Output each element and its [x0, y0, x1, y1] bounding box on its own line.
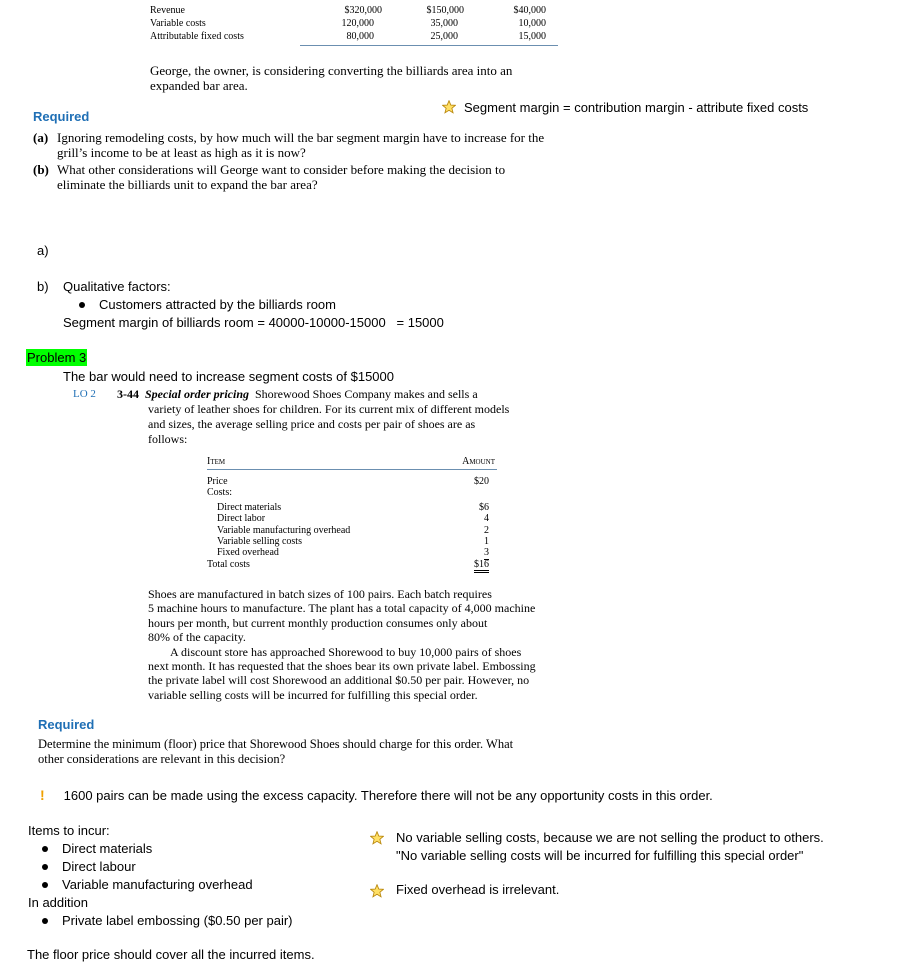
row-label: Variable costs	[150, 18, 206, 29]
lo-label: LO 2	[73, 388, 96, 400]
cell-value: 15,000	[518, 31, 546, 42]
bullet-icon	[42, 864, 48, 870]
required-text	[38, 737, 513, 767]
problem-line: and sizes, the average selling price and costs per pair of shoes are as	[148, 417, 476, 431]
table-row	[207, 525, 497, 536]
top-table	[150, 4, 560, 43]
cell-value: 35,000	[430, 18, 458, 29]
row-label: Attributable fixed costs	[150, 31, 244, 42]
row-label: Fixed overhead	[217, 547, 279, 559]
paragraph-line: 80% of the capacity.	[148, 630, 246, 645]
case-line: expanded bar area.	[150, 78, 248, 93]
case-line: George, the owner, is considering converting the billiards area into an	[150, 63, 513, 78]
excess-capacity-note	[40, 787, 713, 804]
star-icon	[442, 100, 456, 114]
table-row	[207, 547, 497, 558]
table-row	[150, 30, 560, 43]
bullet-icon	[42, 882, 48, 888]
shoes-paragraph	[148, 587, 536, 702]
items-section	[28, 822, 293, 930]
problem-label: Problem 3	[27, 350, 87, 365]
row-label: Variable selling costs	[217, 536, 302, 548]
row-label: Direct materials	[217, 501, 282, 513]
exclamation-icon: !	[40, 787, 45, 803]
case-paragraph	[150, 63, 512, 93]
row-label: Total costs	[207, 558, 250, 570]
list-item-text: Direct materials	[62, 841, 153, 856]
required-heading: Required	[33, 109, 90, 124]
paragraph-line: Shoes are manufactured in batch sizes of 100 pairs. Each batch requires	[148, 587, 492, 601]
cell-value: $320,000	[344, 5, 382, 16]
cell-value: $150,000	[426, 5, 464, 16]
row-amount: $6	[479, 501, 489, 513]
cell-value: 25,000	[430, 31, 458, 42]
row-label: Costs:	[207, 487, 233, 499]
paragraph-line: the private label will cost Shorewood an additional $0.50 per pair. However, no	[148, 673, 530, 688]
answer-label: b)	[37, 279, 49, 294]
table-row	[207, 559, 497, 570]
table-row	[150, 4, 560, 17]
row-amount: 4	[484, 513, 489, 525]
problem-number: 3-44	[117, 387, 139, 401]
question-line: eliminate the billiards unit to expand the bar area?	[57, 177, 318, 192]
table-row	[207, 513, 497, 524]
star-icon	[370, 884, 384, 898]
problem-text	[117, 387, 509, 447]
cost-table	[207, 456, 497, 570]
row-label: Revenue	[150, 5, 185, 16]
row-label: Variable manufacturing overhead	[217, 524, 351, 536]
problem-line: follows:	[148, 432, 188, 446]
answer-line: The bar would need to increase segment costs of $15000	[63, 369, 394, 384]
answer-label: a)	[37, 243, 49, 258]
note-text: 1600 pairs can be made using the excess capacity. Therefore there will not be any opportunity costs in this order.	[63, 788, 713, 803]
list-item-text: Variable manufacturing overhead	[62, 877, 253, 892]
question-label: (a)	[33, 130, 49, 145]
problem-line: variety of leather shoes for children. For its current mix of different models	[148, 402, 510, 416]
required-heading-2: Required	[38, 717, 95, 732]
column-header: Item	[207, 456, 226, 467]
question-label: (b)	[33, 162, 49, 177]
segment-margin-note	[442, 100, 808, 116]
required-line: other considerations are relevant in this decision?	[38, 752, 286, 766]
row-label: Direct labor	[217, 513, 266, 525]
question-line: What other considerations will George want to consider before making the decision to	[57, 162, 506, 177]
bullet-icon	[79, 302, 85, 308]
table-rule	[300, 45, 558, 46]
question-line: grill’s income to be at least as high as it is now?	[57, 145, 306, 160]
problem-line: Shorewood Shoes Company makes and sells a	[255, 387, 478, 401]
note-text: Segment margin = contribution margin - attribute fixed costs	[464, 100, 809, 115]
paragraph-line: hours per month, but current monthly production consumes only about	[148, 615, 488, 630]
answer-line: Segment margin of billiards room = 40000-10000-15000 = 15000	[63, 315, 444, 330]
row-amount: $20	[474, 476, 489, 487]
table-row	[207, 536, 497, 547]
paragraph-line: variable selling costs will be incurred for fulfilling this special order.	[148, 687, 478, 702]
no-selling-note	[370, 829, 824, 865]
answer-b	[37, 278, 336, 314]
in-addition-heading: In addition	[28, 895, 88, 910]
cell-value: 10,000	[518, 18, 546, 29]
paragraph-line: A discount store has approached Shorewood to buy 10,000 pairs of shoes	[170, 644, 522, 659]
required-line: Determine the minimum (floor) price that Shorewood Shoes should charge for this order. What	[38, 737, 514, 751]
cell-value: $40,000	[513, 5, 546, 16]
list-item	[42, 912, 293, 930]
row-label: Price	[207, 476, 228, 487]
fixed-overhead-note	[370, 881, 559, 899]
table-row	[150, 17, 560, 30]
cell-value: 120,000	[341, 18, 374, 29]
problem-title: Special order pricing	[145, 387, 249, 401]
list-item	[42, 876, 293, 894]
question-b	[33, 162, 505, 192]
bullet-icon	[42, 846, 48, 852]
column-header: Amount	[462, 456, 495, 467]
list-item	[42, 858, 293, 876]
row-amount: 3	[484, 547, 489, 559]
note-line: "No variable selling costs will be incurred for fulfilling this special order"	[396, 848, 804, 863]
table-row	[207, 502, 497, 513]
table-row	[207, 476, 497, 487]
note-line: No variable selling costs, because we are not selling the product to others.	[396, 830, 824, 845]
list-item-text: Direct labour	[62, 859, 136, 874]
list-item	[42, 840, 293, 858]
question-line: Ignoring remodeling costs, by how much will the bar segment margin have to increase for the	[57, 130, 545, 145]
items-heading: Items to incur:	[28, 823, 110, 838]
row-amount: 2	[484, 524, 489, 536]
paragraph-line: 5 machine hours to manufacture. The plant has a total capacity of 4,000 machine	[148, 601, 536, 616]
table-row	[207, 487, 497, 498]
bullet-icon	[42, 918, 48, 924]
floor-price-text: The floor price should cover all the incurred items.	[27, 947, 315, 962]
question-a	[33, 130, 544, 160]
row-amount: 1	[484, 536, 489, 548]
list-item-text: Private label embossing ($0.50 per pair)	[62, 913, 293, 928]
paragraph-line: next month. It has requested that the shoes bear its own private label. Embossing	[148, 659, 536, 674]
note-line: Fixed overhead is irrelevant.	[396, 882, 560, 897]
table-header	[207, 456, 497, 470]
list-item	[79, 296, 336, 314]
row-amount: $16	[474, 559, 489, 573]
answer-line: Qualitative factors:	[63, 279, 171, 294]
cell-value: 80,000	[346, 31, 374, 42]
list-item-text: Customers attracted by the billiards room	[99, 297, 336, 312]
star-icon	[370, 831, 384, 845]
